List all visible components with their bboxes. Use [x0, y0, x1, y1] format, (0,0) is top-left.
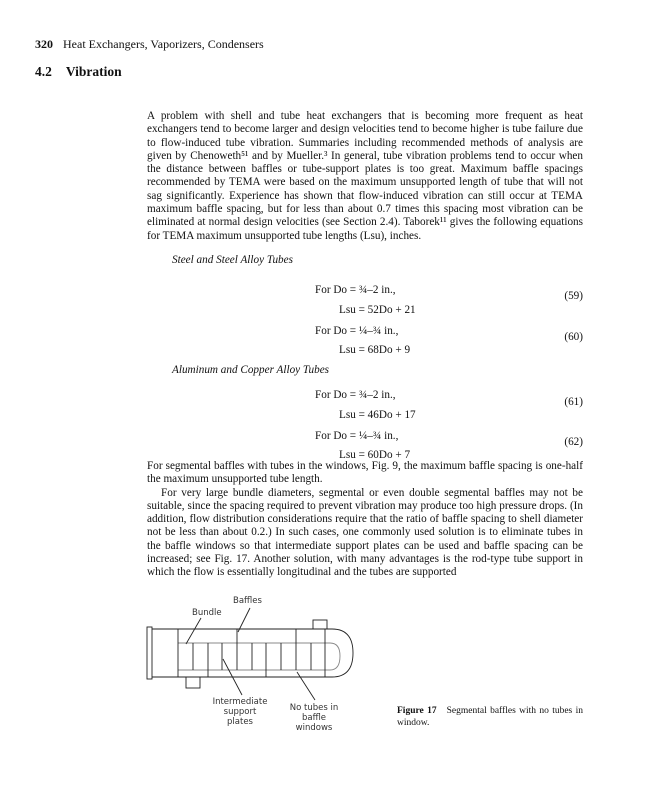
equation-number: (62)	[564, 436, 583, 448]
label-baffles: Baffles	[233, 596, 262, 606]
caption-label: Figure 17	[397, 706, 437, 716]
subheading-steel: Steel and Steel Alloy Tubes	[172, 254, 293, 266]
page-number: 320	[35, 37, 53, 51]
equation-number: (59)	[564, 290, 583, 302]
label-intermediate-support-plates: Intermediate support plates	[212, 697, 268, 727]
equation-condition: For Do = ¼–¾ in.,	[315, 325, 399, 337]
label-no-tubes: No tubes in baffle windows	[289, 703, 339, 733]
paragraph: For very large bundle diameters, segmental or even double segmental baffles may not be suitable, since the spacing required to prevent vibration may produce too high pressure drops. (In addition, flow distribution considerations require that the ratio of baffle spacing to shell diameter not be less than about 0.2.) In such cases, one commonly used solution is to eliminate tubes in the baffle windows so that intermediate support plates can be used and baffle spacing can be increased; see Fig. 17. Another solution, with many advantages is the rod-type tube support in which the flow is essentially longitudinal and the tubes are supported	[147, 486, 583, 579]
paragraph: A problem with shell and tube heat exchangers that is becoming more frequent as heat exchangers tend to become larger and design velocities tend to become higher is tube failure due to flow-induced tube vibration. Summaries including recommended methods of analysis are given by Chenoweth⁵¹ and by Mueller.³ In general, tube vibration problems tend to occur when the distance between baffles or tube-support plates is too great. Maximum baffle spacings recommended by TEMA were based on the maximum unsupported length of tube that will not sag significantly. Experience has shown that flow-induced vibration can still occur at TEMA maximum baffle spacing, but for less than about 0.7 times this spacing most vibration can be eliminated at normal design velocities (see Section 2.4). Taborek¹¹ gives the following equations for TEMA maximum unsupported tube lengths (Lsu), inches.	[147, 110, 583, 242]
shell-flange	[147, 627, 152, 679]
section-number: 4.2	[35, 64, 52, 79]
nozzle	[313, 620, 327, 629]
nozzle	[186, 677, 200, 688]
equation-number: (60)	[564, 331, 583, 343]
caption-text: Segmental baffles with no tubes in window.	[397, 706, 583, 728]
equation-formula: Lsu = 60Do + 7	[339, 449, 411, 461]
label-bundle: Bundle	[192, 608, 222, 618]
subheading-aluminum: Aluminum and Copper Alloy Tubes	[172, 364, 330, 376]
tube-bundle	[178, 643, 340, 670]
equation-condition: For Do = ¾–2 in.,	[315, 284, 396, 296]
running-title: Heat Exchangers, Vaporizers, Condensers	[63, 37, 264, 51]
equation-number: (61)	[564, 396, 583, 408]
paragraph: For segmental baffles with tubes in the windows, Fig. 9, the maximum baffle spacing is one-half the maximum unsupported tube length.	[147, 460, 583, 486]
equation-formula: Lsu = 68Do + 9	[339, 344, 411, 356]
figure-caption	[397, 705, 583, 729]
equation-condition: For Do = ¼–¾ in.,	[315, 430, 399, 442]
equation-formula: Lsu = 46Do + 17	[339, 409, 416, 421]
equation-formula: Lsu = 52Do + 21	[339, 304, 416, 316]
equation-condition: For Do = ¾–2 in.,	[315, 389, 396, 401]
section-title: Vibration	[65, 64, 122, 79]
